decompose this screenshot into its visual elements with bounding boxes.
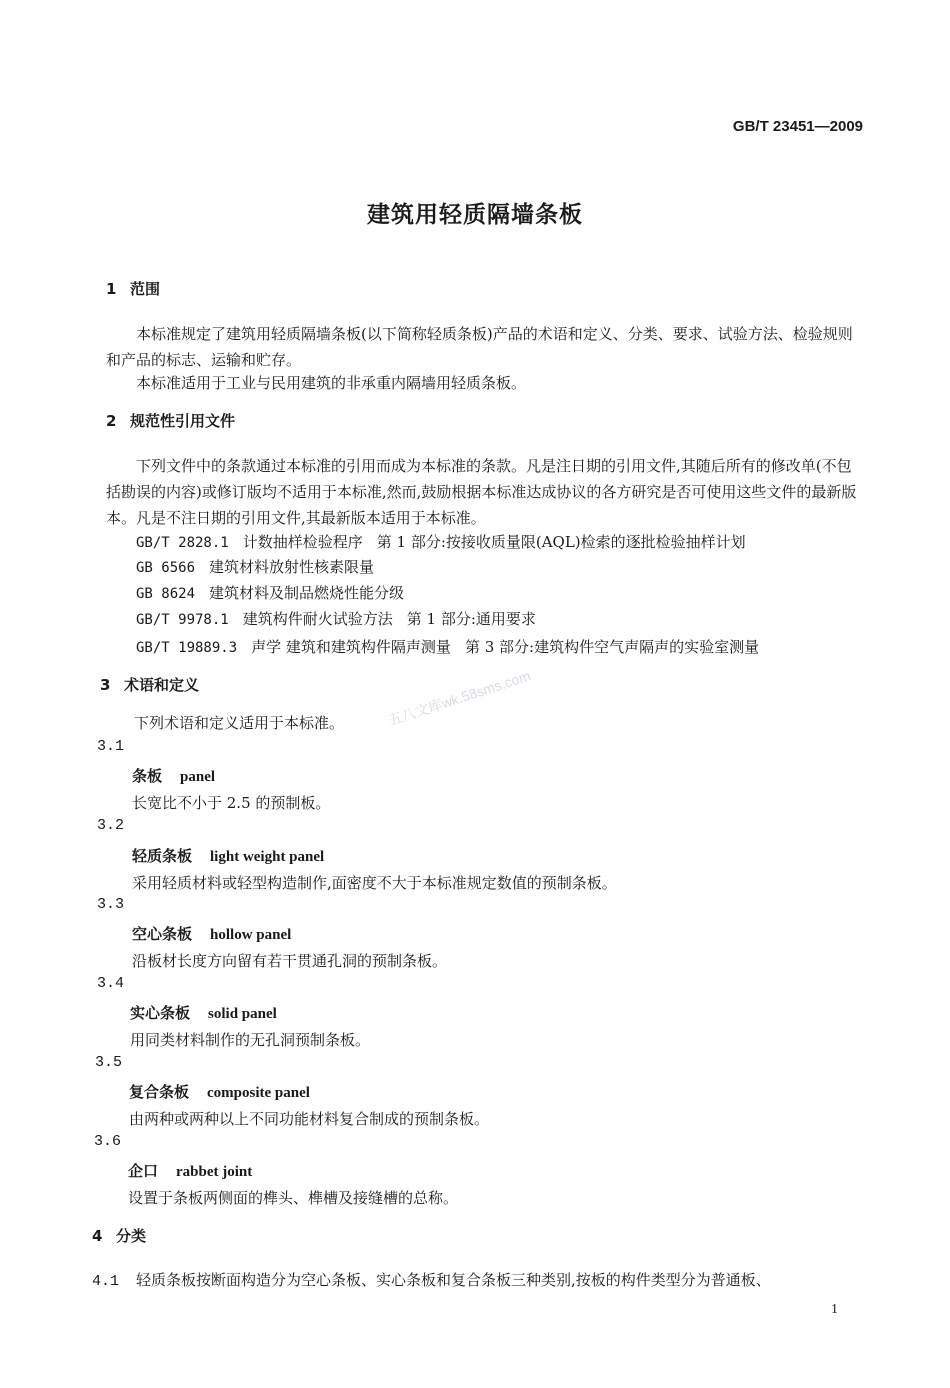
term-heading <box>130 1002 277 1023</box>
reference-part: 第 1 部分:按接收质量限(AQL)检索的逐批检验抽样计划 <box>376 533 746 551</box>
clause-number: 3.2 <box>97 817 125 834</box>
term-heading <box>128 1160 252 1181</box>
page-number: 1 <box>831 1302 838 1317</box>
clause-number: 3.5 <box>95 1054 123 1071</box>
reference-part: 第 1 部分:通用要求 <box>406 610 536 628</box>
reference-title: 建筑构件耐火试验方法 <box>242 610 393 628</box>
term-definition: 采用轻质材料或轻型构造制作,面密度不大于本标准规定数值的预制条板。 <box>132 874 617 892</box>
reference-code: GB/T 19889.3 <box>136 640 238 656</box>
term-heading <box>129 1081 310 1102</box>
section-title: 术语和定义 <box>124 676 200 694</box>
clause-number: 3.4 <box>97 975 125 992</box>
reference-title: 声学 建筑和建筑构件隔声测量 <box>251 638 451 656</box>
term-english: panel <box>180 769 216 785</box>
scope-paragraph-2: 本标准适用于工业与民用建筑的非承重内隔墙用轻质条板。 <box>136 374 527 392</box>
term-heading <box>132 845 324 866</box>
reference-code: GB/T 2828.1 <box>136 535 229 551</box>
term-english: light weight panel <box>210 849 325 865</box>
term-english: composite panel <box>207 1085 310 1101</box>
term-english: solid panel <box>208 1006 277 1022</box>
section-number: 2 <box>106 412 117 430</box>
section-number: 3 <box>100 676 111 694</box>
normative-intro: 下列文件中的条款通过本标准的引用而成为本标准的条款。凡是注日期的引用文件,其随后所有的修改单(不包括勘误的内容)或修订版均不适用于本标准,然而,鼓励根据本标准达成协议的各方研究是否可使用这些文件的最新版本。凡是不注日期的引用文件,其最新版本适用于本标准。 <box>106 457 857 527</box>
section-title: 分类 <box>116 1227 147 1245</box>
reference-item <box>136 608 536 629</box>
clause-number: 3.3 <box>97 896 125 913</box>
reference-code: GB 8624 <box>136 586 196 602</box>
terms-intro: 下列术语和定义适用于本标准。 <box>134 714 345 732</box>
term-definition: 沿板材长度方向留有若干贯通孔洞的预制条板。 <box>132 952 448 970</box>
section-number: 1 <box>106 280 117 298</box>
reference-part: 第 3 部分:建筑构件空气声隔声的实验室测量 <box>464 638 760 656</box>
section-number: 4 <box>92 1227 103 1245</box>
scope-paragraph-1: 本标准规定了建筑用轻质隔墙条板(以下简称轻质条板)产品的术语和定义、分类、要求、试验方法、检验规则和产品的标志、运输和贮存。 <box>106 325 853 369</box>
clause-number: 3.1 <box>97 738 125 755</box>
term-heading <box>132 923 291 944</box>
section-title: 范围 <box>130 280 161 298</box>
reference-code: GB/T 9978.1 <box>136 612 229 628</box>
reference-item <box>136 531 746 552</box>
section-3-heading <box>100 674 199 695</box>
term-chinese: 复合条板 <box>129 1083 190 1101</box>
reference-item <box>136 582 418 603</box>
reference-title: 建筑材料放射性核素限量 <box>209 558 375 576</box>
reference-item <box>136 556 388 577</box>
term-chinese: 轻质条板 <box>132 847 193 865</box>
section-4-heading <box>92 1225 146 1246</box>
term-chinese: 企口 <box>128 1162 159 1180</box>
term-heading <box>132 765 215 786</box>
reference-item <box>136 636 759 657</box>
term-definition: 设置于条板两侧面的榫头、榫槽及接缝槽的总称。 <box>128 1189 459 1207</box>
term-chinese: 实心条板 <box>130 1004 191 1022</box>
term-definition: 由两种或两种以上不同功能材料复合制成的预制条板。 <box>129 1110 490 1128</box>
reference-title: 建筑材料及制品燃烧性能分级 <box>209 584 405 602</box>
section-title: 规范性引用文件 <box>130 412 236 430</box>
reference-title: 计数抽样检验程序 <box>242 533 363 551</box>
clause-number: 3.6 <box>94 1133 122 1150</box>
document-title: 建筑用轻质隔墙条板 <box>367 202 583 228</box>
section-1-heading <box>106 278 160 299</box>
standard-number: GB/T 23451—2009 <box>732 118 863 135</box>
section-2-heading <box>106 410 235 431</box>
clause-4-1 <box>92 1269 771 1290</box>
term-chinese: 空心条板 <box>132 925 193 943</box>
term-definition: 长宽比不小于 2.5 的预制板。 <box>132 794 331 812</box>
term-definition: 用同类材料制作的无孔洞预制条板。 <box>130 1031 371 1049</box>
watermark: 五八文库wk.58sms.com <box>386 667 533 729</box>
clause-number: 4.1 <box>92 1273 120 1290</box>
reference-code: GB 6566 <box>136 560 196 576</box>
term-english: rabbet joint <box>176 1164 253 1180</box>
clause-text: 轻质条板按断面构造分为空心条板、实心条板和复合条板三种类别,按板的构件类型分为普通板、 <box>136 1271 771 1289</box>
term-chinese: 条板 <box>132 767 163 785</box>
term-english: hollow panel <box>210 927 292 943</box>
